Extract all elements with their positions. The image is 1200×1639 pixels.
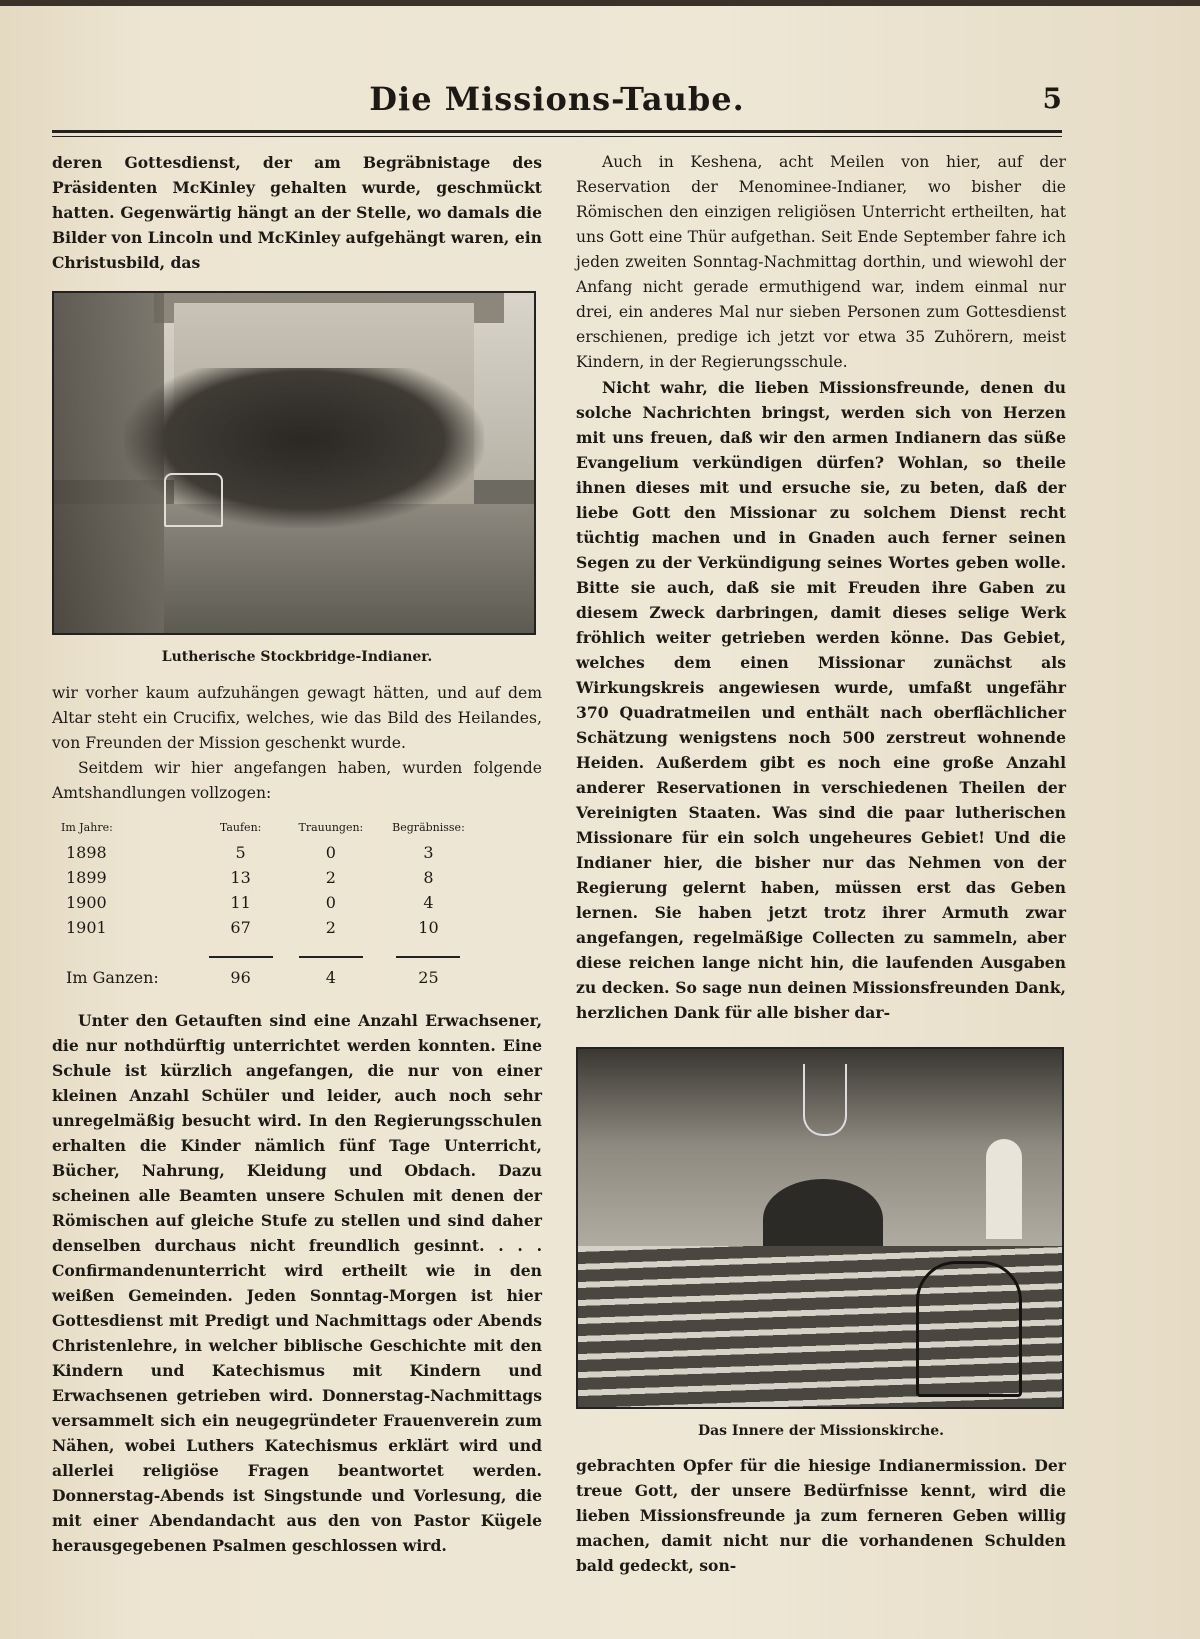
- table-cell: 8: [423, 868, 434, 887]
- photo-stockbridge-indians: [52, 291, 536, 635]
- sum-rule: [396, 956, 460, 958]
- total-cell: 96: [230, 968, 251, 987]
- paragraph: Unter den Getauften sind eine Anzahl Erwachsener, die nur nothdürftig unterrichtet werden konnten. Eine Schule ist kürzlich angefangen, die nur von einer kleinen Anzahl Schüler und leider, auch noch sehr unregelmäßig besucht wird. In den Regierungsschulen erhalten die Kinder nämlich fünf Tage Unterricht, Bücher, Nahrung, Kleidung und Obdach. Dazu scheinen alle Beamten unsere Schulen mit denen der Römischen auf gleiche Stufe zu stellen und sind daher denselben durchaus nicht freundlich gesinnt. . . . Confirmandenunterricht wird ertheilt wie in den weißen Gemeinden. Jeden Sonntag-Morgen ist hier Gottesdienst mit Predigt und Nachmittags oder Abends Christenlehre, in welcher biblische Geschichte mit den Kindern und Katechismus mit Kindern und Erwachsenen getrieben wird. Donnerstag-Nachmittags versammelt sich ein neugegründeter Frauenverein zum Nähen, wobei Luthers Katechismus erklärt wird und allerlei religiöse Fragen beantwortet werden. Donnerstag-Abends ist Singstunde und Vorlesung, die mit einer Abendandacht aus den von Pastor Kügele herausgegebenen Psalmen geschlossen wird.: [52, 1011, 542, 1555]
- table-cell: 2: [325, 868, 336, 887]
- table-row: [60, 840, 480, 865]
- table-cell: 11: [230, 893, 251, 912]
- table-cell: 4: [423, 893, 434, 912]
- arched-window: [986, 1139, 1022, 1239]
- header-rule-thick: [52, 130, 1062, 133]
- sum-rule: [209, 956, 273, 958]
- column-header: Trauungen:: [298, 821, 364, 834]
- paragraph: deren Gottesdienst, der am Begräbnistage des Präsidenten McKinley gehalten wurde, geschmückt hatten. Gegenwärtig hängt an der Stelle, wo damals die Bilder von Lincoln und McKinley aufgehängt waren, ein Christusbild, das: [52, 153, 542, 272]
- photo-caption: Das Innere der Missionskirche.: [697, 1423, 945, 1439]
- scan-edge: [0, 0, 1200, 6]
- table-cell: 2: [325, 918, 336, 937]
- column-header: Im Jahre:: [61, 821, 113, 834]
- page-number: 5: [1042, 82, 1062, 115]
- table-cell: 1899: [66, 868, 107, 887]
- paragraph: Nicht wahr, die lieben Missionsfreunde, denen du solche Nachrichten bringst, werden sich von Herzen mit uns freuen, daß wir den armen Indianern das süße Evangelium verkündigen dürfen? Wohlan, so theile ihnen dieses mit und ersuche sie, zu beten, daß der liebe Gott den Missionar zu solchem Dienst recht tüchtig machen und in Gnaden auch ferner seinen Segen zu der Verkündigung seines Wortes geben wolle. Bitte sie auch, daß sie mit Freuden ihre Gaben zu diesem Zweck darbringen, damit dieses selige Werk fröhlich weiter getrieben werden könne. Das Gebiet, welches dem einen Missionar zunächst als Wirkungskreis angewiesen wurde, umfaßt ungefähr 370 Quadratmeilen und enthält nach oberflächlicher Schätzung wenigstens noch 500 zerstreut wohnende Heiden. Außerdem gibt es noch eine große Anzahl anderer Reservationen in verschiedenen Theilen der Vereinigten Staaten. Was sind die paar lutherischen Missionare für ein solch ungeheures Gebiet! Und die Indianer hier, die bisher nur das Nehmen von der Regierung gelernt haben, müssen erst das Geben lernen. Sie haben jetzt trotz ihrer Armuth zwar angefangen, regelmäßige Collecten zu sammeln, aber diese reichen lange nicht hin, die laufenden Ausgaben zu decken. So sage nun deinen Missionsfreunden Dank, herzlichen Dank für alle bisher dar-: [576, 378, 1066, 1022]
- table-cell: 5: [235, 843, 246, 862]
- table-cell: 1900: [66, 893, 107, 912]
- table-row: [60, 865, 480, 890]
- table-cell: 3: [423, 843, 434, 862]
- paragraph: Auch in Keshena, acht Meilen von hier, auf der Reservation der Menominee-Indianer, wo bisher die Römischen den einzigen religiösen Unterricht ertheilten, hat uns Gott eine Thür aufgethan. Seit Ende September fahre ich jeden zweiten Sonntag-Nachmittag dorthin, und wiewohl der Anfang nicht gerade ermuthigend war, indem einmal nur drei, ein anderes Mal nur sieben Personen zum Gottesdienst erschienen, predige ich jetzt vor etwa 35 Zuhörern, meist Kindern, in der Regierungsschule.: [576, 153, 1066, 371]
- table-row: [60, 915, 480, 940]
- column-header: Taufen:: [219, 821, 262, 834]
- table-header-row: [60, 820, 480, 840]
- table-row: [60, 890, 480, 915]
- sum-rule-row: [60, 940, 480, 965]
- paragraph: gebrachten Opfer für die hiesige Indianermission. Der treue Gott, der unsere Bedürfnisse kennt, wird die lieben Missionsfreunde ja zum ferneren Geben willig machen, damit nicht nur die vorhandenen Schulden bald gedeckt, son-: [576, 1456, 1066, 1575]
- paragraph: Seitdem wir hier angefangen haben, wurden folgende Amtshandlungen vollzogen:: [52, 759, 542, 802]
- table-cell: 13: [230, 868, 251, 887]
- left-column: [52, 150, 542, 1558]
- paragraph: wir vorher kaum aufzuhängen gewagt hätten, und auf dem Altar steht ein Crucifix, welches, wie das Bild des Heilandes, von Freunden der Mission geschenkt wurde.: [52, 684, 542, 752]
- photo-church-interior: [576, 1047, 1064, 1409]
- table-cell: 0: [325, 843, 336, 862]
- chair: [916, 1261, 1022, 1397]
- table-cell: 67: [230, 918, 251, 937]
- right-column: [576, 150, 1066, 1578]
- baby-carriage: [164, 473, 223, 527]
- sum-rule: [299, 956, 363, 958]
- column-header: Begräbnisse:: [392, 821, 465, 834]
- photo-caption: Lutherische Stockbridge-Indianer.: [161, 649, 433, 665]
- chandelier: [803, 1064, 847, 1136]
- header-rule-thin: [52, 136, 1062, 137]
- masthead-title: Die Missions-Taube.: [369, 80, 745, 118]
- total-cell: 4: [325, 968, 336, 987]
- table-cell: 0: [325, 893, 336, 912]
- table-cell: 1901: [66, 918, 107, 937]
- total-cell: 25: [418, 968, 439, 987]
- total-label: Im Ganzen:: [66, 968, 159, 987]
- table-cell: 1898: [66, 843, 107, 862]
- page-header: [52, 78, 1062, 128]
- table-total-row: [60, 965, 480, 990]
- statistics-table: [60, 820, 480, 990]
- table-cell: 10: [418, 918, 439, 937]
